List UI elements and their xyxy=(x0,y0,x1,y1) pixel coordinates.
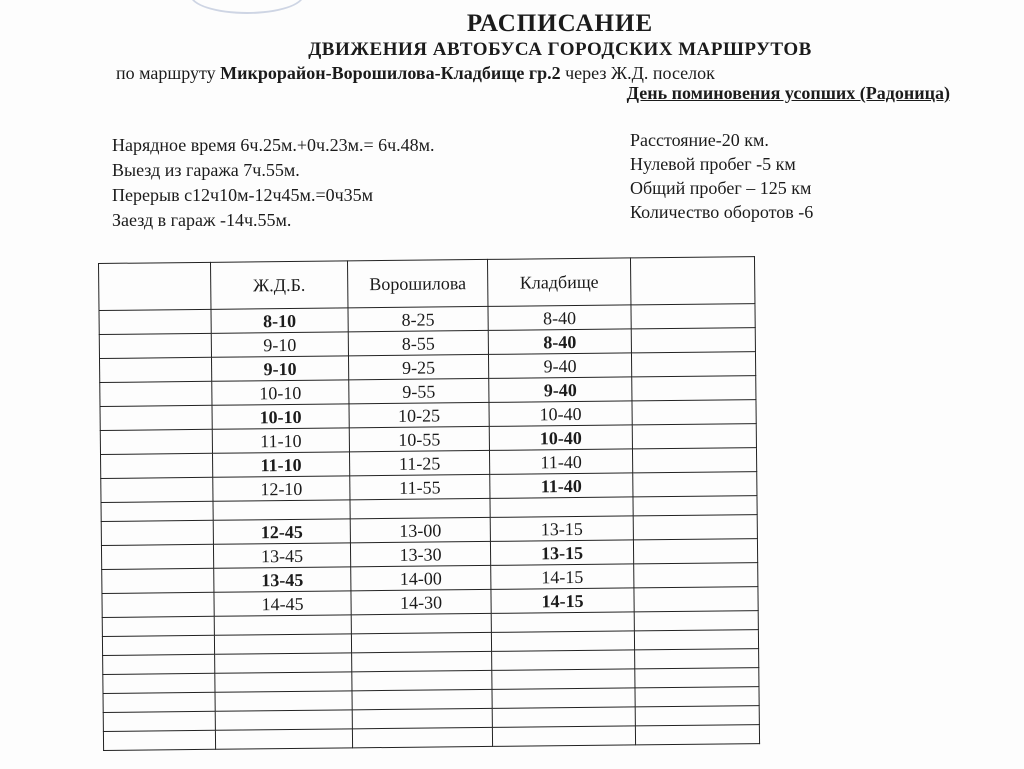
empty-cell xyxy=(102,635,214,655)
info-line: Перерыв с12ч10м-12ч45м.=0ч35м xyxy=(112,185,374,205)
row-label-cell xyxy=(101,501,213,521)
empty-cell xyxy=(352,651,492,671)
route-suffix: через Ж.Д. поселок xyxy=(565,63,715,83)
empty-cell xyxy=(635,706,759,726)
row-label-cell xyxy=(100,429,212,454)
time-cell-voroshilova: 8-25 xyxy=(348,306,488,331)
empty-cell xyxy=(491,612,634,632)
column-header xyxy=(99,262,211,310)
empty-cell xyxy=(103,692,215,712)
time-cell-zhdb: 11-10 xyxy=(212,452,349,477)
time-cell-zhdb: 9-10 xyxy=(211,332,348,357)
info-line: Нарядное время 6ч.25м.+0ч.23м.= 6ч.48м. xyxy=(112,135,435,155)
empty-cell xyxy=(352,670,492,690)
empty-cell xyxy=(492,688,635,708)
table-body xyxy=(99,304,760,751)
time-cell-zhdb: 13-45 xyxy=(214,567,351,592)
row-label-cell xyxy=(101,477,213,502)
empty-cell xyxy=(492,726,635,746)
time-cell-kladbishche: 13-15 xyxy=(490,516,633,541)
time-cell-zhdb: 11-10 xyxy=(212,428,349,453)
extra-cell xyxy=(632,376,756,401)
column-header-kladbishche: Кладбище xyxy=(487,258,630,306)
extra-cell xyxy=(633,496,757,516)
row-label-cell xyxy=(100,357,212,382)
time-cell-voroshilova: 8-55 xyxy=(348,330,488,355)
empty-cell xyxy=(352,708,492,728)
info-line: Нулевой пробег -5 км xyxy=(630,154,796,174)
time-cell-kladbishche: 8-40 xyxy=(488,329,631,354)
row-label-cell xyxy=(100,381,212,406)
time-cell-kladbishche: 11-40 xyxy=(489,449,632,474)
time-cell-voroshilova: 13-00 xyxy=(350,517,490,542)
time-cell-kladbishche: 10-40 xyxy=(489,425,632,450)
time-cell-kladbishche: 9-40 xyxy=(489,377,632,402)
row-label-cell xyxy=(99,309,211,334)
row-label-cell xyxy=(101,520,213,545)
extra-cell xyxy=(633,515,757,540)
empty-cell xyxy=(215,672,352,692)
time-cell-kladbishche: 8-40 xyxy=(488,305,631,330)
time-cell-kladbishche: 14-15 xyxy=(491,564,634,589)
info-line: Заезд в гараж -14ч.55м. xyxy=(112,210,292,230)
column-header-voroshilova: Ворошилова xyxy=(347,259,487,307)
route-line xyxy=(116,63,715,84)
extra-cell xyxy=(634,563,758,588)
column-header xyxy=(630,257,754,305)
extra-cell xyxy=(632,400,756,425)
empty-cell xyxy=(215,710,352,730)
empty-cell xyxy=(103,673,215,693)
info-line: Количество оборотов -6 xyxy=(630,202,814,222)
extra-cell xyxy=(632,424,756,449)
row-label-cell xyxy=(101,453,213,478)
column-header-zhdb: Ж.Д.Б. xyxy=(210,261,347,309)
time-cell-voroshilova: 14-30 xyxy=(351,589,491,614)
time-cell-zhdb: 10-10 xyxy=(212,404,349,429)
empty-cell xyxy=(635,725,759,745)
time-cell-zhdb: 9-10 xyxy=(211,356,348,381)
row-label-cell xyxy=(102,592,214,617)
time-cell-zhdb: 13-45 xyxy=(213,543,350,568)
empty-cell xyxy=(635,668,759,688)
row-label-cell xyxy=(102,568,214,593)
row-label-cell xyxy=(101,544,213,569)
route-name: Микрорайон-Ворошилова-Кладбище гр.2 xyxy=(220,63,561,83)
empty-cell xyxy=(215,691,352,711)
time-cell-zhdb: 14-45 xyxy=(214,591,351,616)
distance-info xyxy=(630,128,813,224)
time-cell-voroshilova: 9-25 xyxy=(348,354,488,379)
route-prefix: по маршруту xyxy=(116,63,216,83)
document-subtitle: ДВИЖЕНИЯ АВТОБУСА ГОРОДСКИХ МАРШРУТОВ xyxy=(308,39,812,60)
extra-cell xyxy=(633,472,757,497)
empty-cell xyxy=(214,615,351,635)
time-cell-voroshilova xyxy=(350,498,490,518)
time-cell-voroshilova: 10-25 xyxy=(349,402,489,427)
time-cell-voroshilova: 13-30 xyxy=(350,541,490,566)
schedule-table-wrapper xyxy=(98,256,759,769)
time-cell-voroshilova: 11-55 xyxy=(350,474,490,499)
schedule-table xyxy=(98,256,760,751)
empty-cell xyxy=(492,669,635,689)
info-line: Расстояние-20 км. xyxy=(630,130,769,150)
extra-cell xyxy=(634,587,758,612)
empty-cell xyxy=(634,630,758,650)
empty-cell xyxy=(492,650,635,670)
time-cell-zhdb: 8-10 xyxy=(211,308,348,333)
time-cell-voroshilova: 10-55 xyxy=(349,426,489,451)
time-cell-kladbishche: 10-40 xyxy=(489,401,632,426)
row-label-cell xyxy=(100,405,212,430)
occasion-label: День поминовения усопших (Радоница) xyxy=(626,83,950,103)
time-cell-zhdb: 12-10 xyxy=(213,476,350,501)
time-cell-voroshilova: 9-55 xyxy=(349,378,489,403)
empty-cell xyxy=(351,632,491,652)
empty-cell xyxy=(352,689,492,709)
info-line: Выезд из гаража 7ч.55м. xyxy=(112,160,300,180)
empty-cell xyxy=(634,611,758,631)
time-cell-kladbishche: 9-40 xyxy=(488,353,631,378)
work-time-info xyxy=(112,133,435,233)
extra-cell xyxy=(632,448,756,473)
extra-cell xyxy=(631,352,755,377)
time-cell-kladbishche xyxy=(490,497,633,517)
extra-cell xyxy=(631,328,755,353)
time-cell-kladbishche: 14-15 xyxy=(491,588,634,613)
row-label-cell xyxy=(99,333,211,358)
time-cell-kladbishche: 11-40 xyxy=(490,473,633,498)
empty-cell xyxy=(214,634,351,654)
empty-cell xyxy=(635,649,759,669)
empty-cell xyxy=(351,613,491,633)
time-cell-zhdb: 10-10 xyxy=(212,380,349,405)
extra-cell xyxy=(631,304,755,329)
info-line: Общий пробег – 125 км xyxy=(630,178,812,198)
empty-cell xyxy=(103,654,215,674)
empty-cell xyxy=(635,687,759,707)
time-cell-voroshilova: 11-25 xyxy=(349,450,489,475)
document-title: РАСПИСАНИЕ xyxy=(466,10,654,37)
empty-cell xyxy=(352,727,492,747)
time-cell-zhdb: 12-45 xyxy=(213,519,350,544)
empty-cell xyxy=(215,729,352,749)
extra-cell xyxy=(633,539,757,564)
time-cell-kladbishche: 13-15 xyxy=(490,540,633,565)
table-header-row xyxy=(99,257,755,311)
time-cell-zhdb xyxy=(213,500,350,520)
empty-cell xyxy=(102,616,214,636)
empty-cell xyxy=(215,653,352,673)
empty-cell xyxy=(103,711,215,731)
empty-cell xyxy=(492,707,635,727)
empty-cell xyxy=(491,631,634,651)
empty-cell xyxy=(103,730,215,750)
time-cell-voroshilova: 14-00 xyxy=(351,565,491,590)
